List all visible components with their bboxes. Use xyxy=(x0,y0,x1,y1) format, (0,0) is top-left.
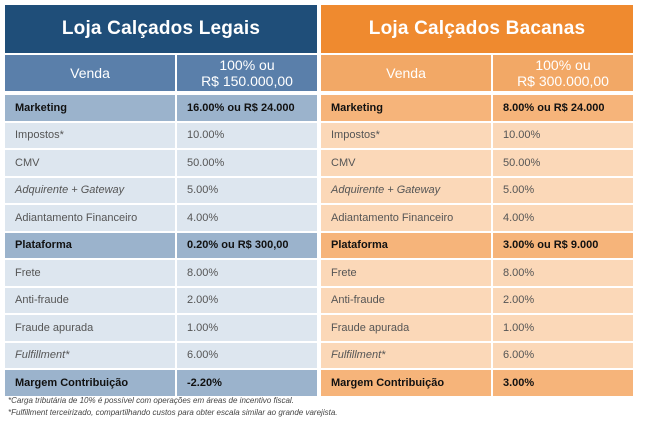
row-label: Margem Contribuição xyxy=(5,370,175,396)
row-label: Anti-fraude xyxy=(5,288,175,314)
table-row xyxy=(5,150,317,176)
row-value: 3.00% ou R$ 9.000 xyxy=(493,233,633,259)
header-total xyxy=(493,55,633,91)
row-value: 10.00% xyxy=(493,123,633,149)
table-row xyxy=(5,95,317,121)
header-total-line1: 100% ou xyxy=(219,57,275,73)
table-row xyxy=(5,260,317,286)
table-row xyxy=(321,205,633,231)
row-label: Frete xyxy=(5,260,175,286)
row-label: Fulfillment* xyxy=(321,343,491,369)
table-row xyxy=(5,233,317,259)
table-row xyxy=(321,315,633,341)
table-row xyxy=(5,343,317,369)
header-total xyxy=(177,55,317,91)
row-label: CMV xyxy=(5,150,175,176)
row-label: Margem Contribuição xyxy=(321,370,491,396)
table-loja-calcados-legais xyxy=(5,5,317,398)
row-value: 50.00% xyxy=(493,150,633,176)
row-value: 50.00% xyxy=(177,150,317,176)
row-value: 1.00% xyxy=(493,315,633,341)
row-value: 8.00% ou R$ 24.000 xyxy=(493,95,633,121)
table-row xyxy=(321,233,633,259)
footnote: *Fulfillment terceirizado, compartilhando custos para obter escala similar ao grande varejista. xyxy=(8,408,338,417)
row-label: Adiantamento Financeiro xyxy=(5,205,175,231)
row-label: Adquirente + Gateway xyxy=(5,178,175,204)
row-label: Plataforma xyxy=(5,233,175,259)
table-title: Loja Calçados Legais xyxy=(5,5,317,53)
row-label: Fraude apurada xyxy=(5,315,175,341)
table-row xyxy=(5,123,317,149)
table-row xyxy=(321,343,633,369)
table-body xyxy=(5,95,317,396)
row-value: 6.00% xyxy=(177,343,317,369)
row-value: 10.00% xyxy=(177,123,317,149)
header-venda: Venda xyxy=(5,55,175,91)
table-header xyxy=(5,55,317,91)
row-label: Adquirente + Gateway xyxy=(321,178,491,204)
row-value: 4.00% xyxy=(177,205,317,231)
header-total-line2: R$ 300.000,00 xyxy=(517,73,609,89)
row-value: 8.00% xyxy=(493,260,633,286)
table-header xyxy=(321,55,633,91)
header-total-line1: 100% ou xyxy=(535,57,591,73)
row-value: 3.00% xyxy=(493,370,633,396)
table-row xyxy=(321,260,633,286)
header-venda: Venda xyxy=(321,55,491,91)
row-label: Adiantamento Financeiro xyxy=(321,205,491,231)
row-label: Impostos* xyxy=(5,123,175,149)
table-row xyxy=(5,315,317,341)
row-label: Marketing xyxy=(321,95,491,121)
row-value: 5.00% xyxy=(177,178,317,204)
table-loja-calcados-bacanas xyxy=(321,5,633,398)
row-label: Marketing xyxy=(5,95,175,121)
row-label: CMV xyxy=(321,150,491,176)
row-label: Anti-fraude xyxy=(321,288,491,314)
table-row xyxy=(321,95,633,121)
footnotes xyxy=(8,395,338,419)
row-label: Impostos* xyxy=(321,123,491,149)
footnote: *Carga tributária de 10% é possível com operações em áreas de incentivo fiscal. xyxy=(8,396,294,405)
table-row xyxy=(5,178,317,204)
row-value: -2.20% xyxy=(177,370,317,396)
row-value: 8.00% xyxy=(177,260,317,286)
row-label: Plataforma xyxy=(321,233,491,259)
row-value: 2.00% xyxy=(177,288,317,314)
row-label: Fulfillment* xyxy=(5,343,175,369)
row-label: Frete xyxy=(321,260,491,286)
table-row xyxy=(321,370,633,396)
table-row xyxy=(321,150,633,176)
table-row xyxy=(321,123,633,149)
row-value: 16.00% ou R$ 24.000 xyxy=(177,95,317,121)
row-value: 6.00% xyxy=(493,343,633,369)
row-label: Fraude apurada xyxy=(321,315,491,341)
table-body xyxy=(321,95,633,396)
table-title: Loja Calçados Bacanas xyxy=(321,5,633,53)
row-value: 4.00% xyxy=(493,205,633,231)
row-value: 2.00% xyxy=(493,288,633,314)
header-total-line2: R$ 150.000,00 xyxy=(201,73,293,89)
row-value: 0.20% ou R$ 300,00 xyxy=(177,233,317,259)
table-row xyxy=(5,288,317,314)
table-row xyxy=(5,205,317,231)
table-row xyxy=(321,178,633,204)
row-value: 5.00% xyxy=(493,178,633,204)
row-value: 1.00% xyxy=(177,315,317,341)
table-row xyxy=(5,370,317,396)
table-row xyxy=(321,288,633,314)
